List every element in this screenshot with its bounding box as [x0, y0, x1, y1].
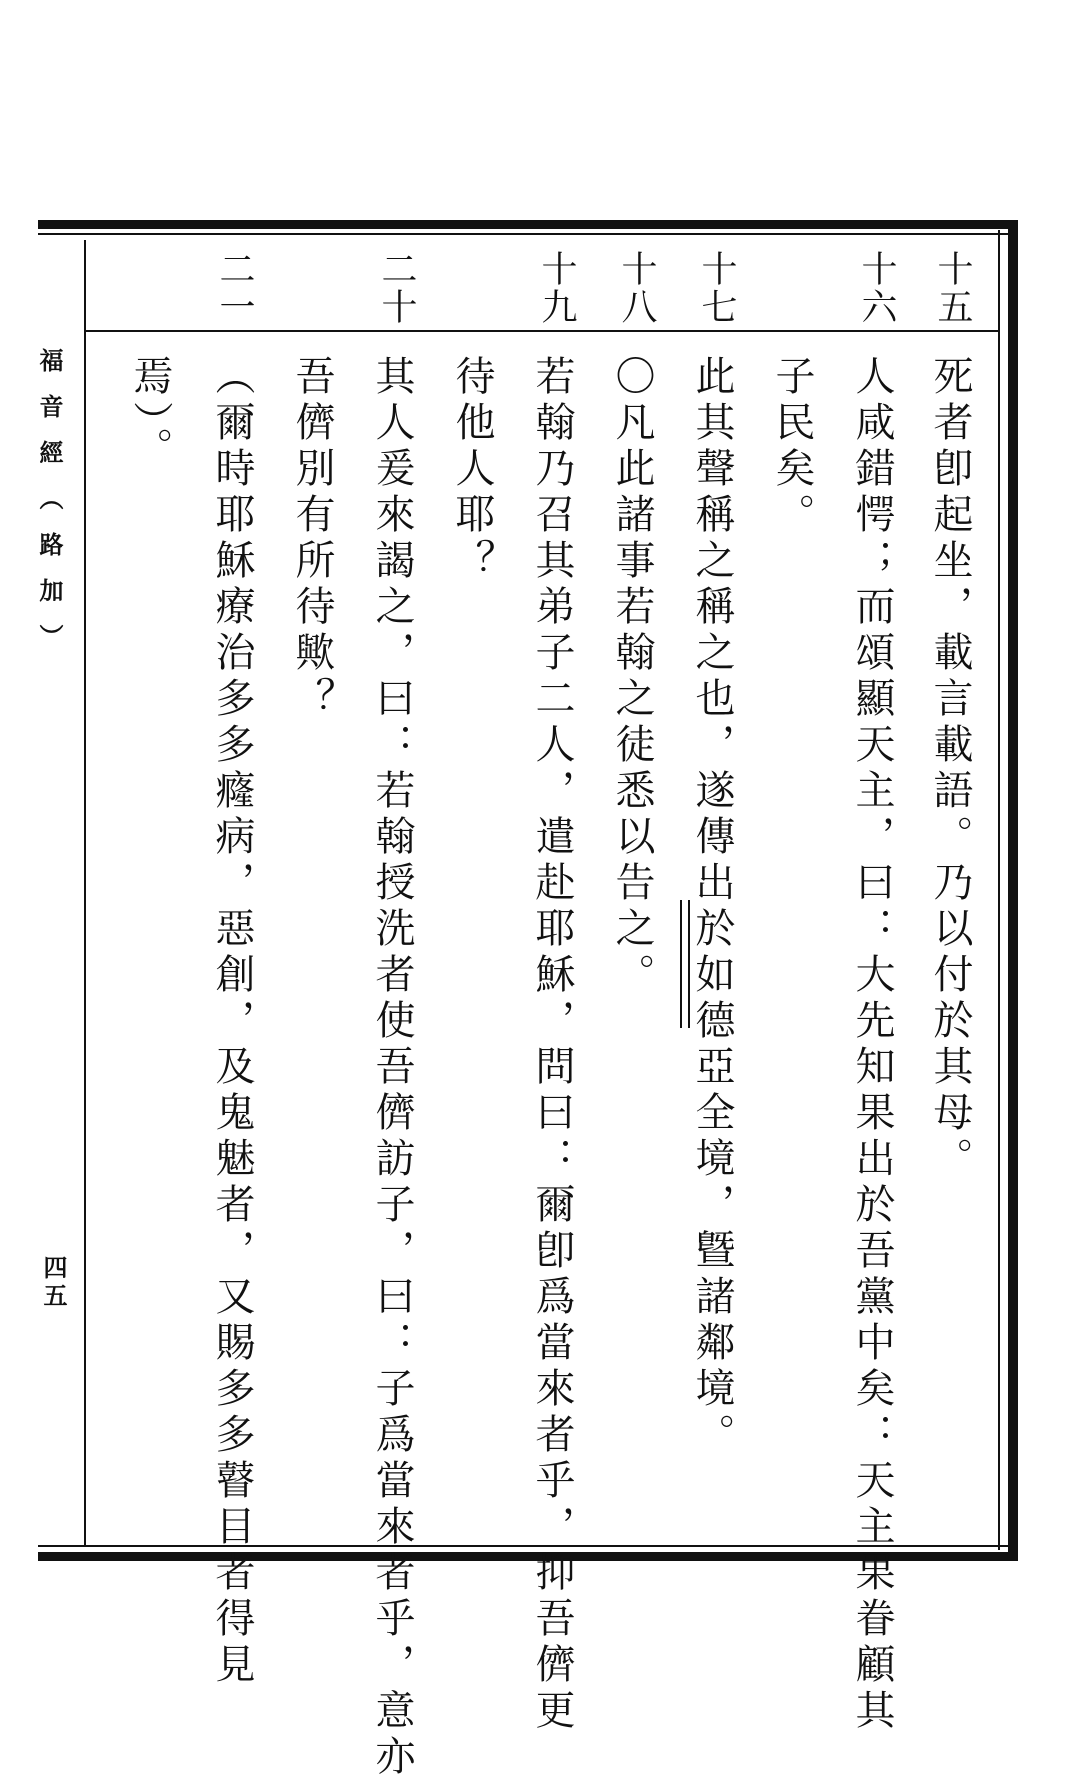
- verse-number: 十七: [696, 250, 737, 326]
- running-title: 福音經（路加）: [35, 348, 64, 670]
- text-column: 吾儕別有所待歟？: [289, 355, 335, 723]
- verse-number-rule: [86, 330, 998, 332]
- right-border: [1008, 220, 1018, 1561]
- left-border: [84, 240, 86, 1545]
- text-column: 此其聲稱之稱之也，遂傳出於如德亞全境，曁諸鄰境。: [689, 355, 735, 1459]
- right-border-thin: [998, 230, 1000, 1550]
- page-number: 四五: [39, 1255, 68, 1311]
- verse-number: 十九: [536, 250, 577, 326]
- text-column: 死者卽起坐，載言載語。乃以付於其母。: [927, 355, 973, 1183]
- text-column: 〇凡此諸事若翰之徒悉以告之。: [609, 355, 655, 999]
- verse-number: 二一: [214, 250, 255, 326]
- text-column: 焉）。: [127, 355, 173, 473]
- text-column: 若翰乃召其弟子二人，遣赴耶穌，問曰：爾卽爲當來者乎，抑吾儕更: [529, 355, 575, 1735]
- text-column: 其人爰來謁之，曰：若翰授洗者使吾儕訪子，曰：子爲當來者乎，意亦: [369, 355, 415, 1781]
- verse-number: 十六: [856, 250, 897, 326]
- verse-number: 二十: [376, 250, 417, 326]
- proper-name-mark: [680, 900, 690, 1028]
- verse-number: 十五: [932, 250, 973, 326]
- top-border: [38, 220, 1018, 229]
- text-column: 人咸錯愕；而頌顯天主，曰：大先知果出於吾黨中矣：天主果眷顧其: [849, 355, 895, 1735]
- text-column: 待他人耶？: [449, 355, 495, 585]
- top-border-thin: [38, 233, 1018, 235]
- text-column: （爾時耶穌療治多多癃病，惡創，及鬼魅者，又賜多多瞽目者得見: [209, 355, 255, 1689]
- text-column: 子民矣。: [769, 355, 815, 539]
- verse-number: 十八: [616, 250, 657, 326]
